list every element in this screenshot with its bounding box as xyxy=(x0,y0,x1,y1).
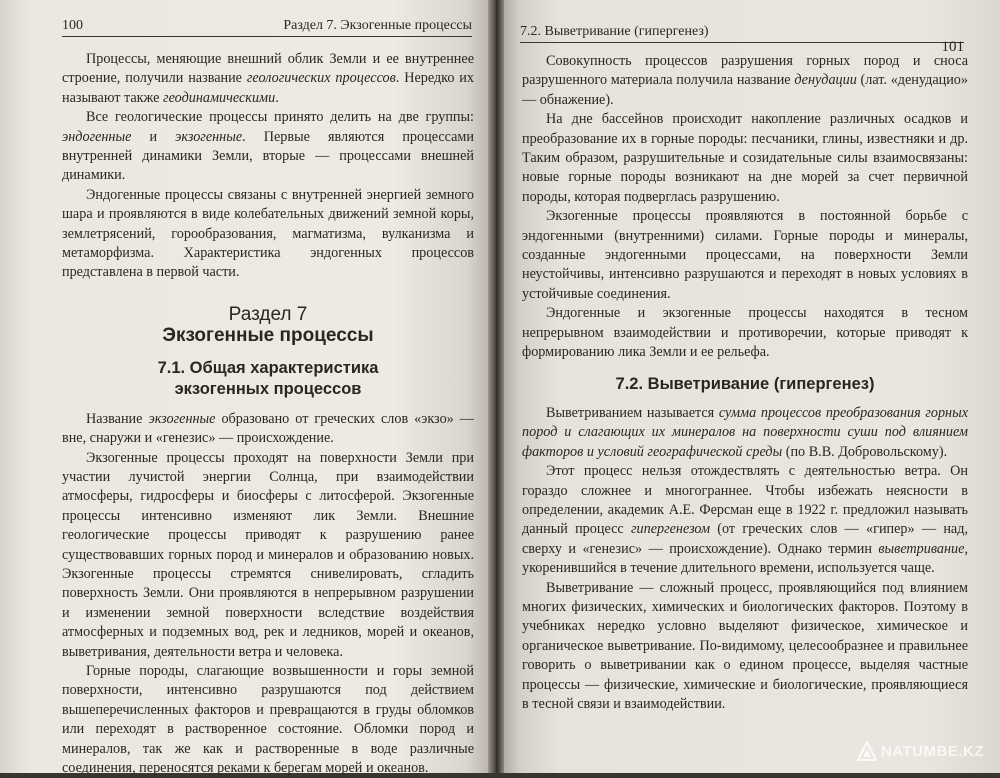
italic-term: геологических процессов xyxy=(246,70,396,87)
right-top-paragraphs xyxy=(522,52,968,363)
left-page-number: 100 xyxy=(62,18,83,33)
paragraph xyxy=(522,110,968,207)
subsection-title-7-1 xyxy=(62,358,474,400)
text-run: Процессы, меняющие внешний облик Земли и ее внутреннее строение, получили название xyxy=(62,51,474,87)
italic-term: геодинамическими xyxy=(163,89,276,106)
subsection-title-7-2: 7.2. Выветривание (гипергенез) xyxy=(615,374,875,393)
text-run: Выветривание — сложный процесс, проявляющийся под влиянием многих физических, химических и биологических факторов. Поэтому в учебниках нередко условно выделяют физическое, химическое и органическое выветривание. По-видимому, целесообразнее и правильнее говорить о выветривании как о едином процессе, выделяя частные процессы — физические, химические и биологические, проявляющиеся в тесной связи и взаимодействии. xyxy=(522,579,968,712)
paragraph xyxy=(62,410,474,449)
text-run: . xyxy=(275,89,279,106)
text-run: (по В.В. Добровольскому). xyxy=(782,443,948,460)
text-run: Название xyxy=(86,410,149,427)
paragraph xyxy=(522,462,968,578)
subsection-title-7-1-line2: экзогенных процессов xyxy=(174,379,362,398)
paragraph xyxy=(522,404,968,462)
text-run: Выветриванием называется xyxy=(546,404,719,421)
paragraph xyxy=(522,52,968,110)
paragraph xyxy=(62,186,474,283)
text-run: (лат. «денудацио» — обнажение). xyxy=(522,72,968,108)
left-page-text xyxy=(62,50,474,778)
text-run: Совокупность процессов разрушения горных пород и сноса разрушенного материала получила название xyxy=(522,53,968,89)
section-title: Экзогенные процессы xyxy=(162,325,374,347)
subsection-title-7-1-line1: 7.1. Общая характеристика xyxy=(157,358,379,377)
paragraph xyxy=(522,304,968,362)
text-run: Экзогенные процессы проявляются в постоянной борьбе с эндогенными (внутренними) силами. Горные породы и минералы, созданные эндогенными процессами, на поверхности Земли неустойчивы, интенсивно разрушаются и переходят в новых условиях в устойчивые соединения. xyxy=(522,208,968,302)
italic-term: выветривание xyxy=(878,540,965,557)
text-run: Эндогенные и экзогенные процессы находятся в тесном непрерывном взаимодействии и противоречии, которые приводят к формированию лика Земли и ее рельефа. xyxy=(522,305,968,361)
text-run: Горные породы, слагающие возвышенности и горы земной поверхности, интенсивно разрушаются под действием вышеперечисленных факторов и превращаются в груды обломков или переходят в растворенное состояние. Обломки пород и минералов, так же как и растворенные в воде различные соединения, переносятся реками к берегам морей и океанов. xyxy=(62,662,474,776)
italic-term: эндогенные xyxy=(62,128,132,145)
paragraph xyxy=(62,662,474,778)
paragraph xyxy=(62,50,474,108)
text-run: Все геологические процессы принято делить на две группы: xyxy=(86,109,474,126)
italic-term: гипергенезом xyxy=(630,521,711,538)
text-run: (от греческих слов — «гипер» — над, сверху и «генезис» — происхождение). Однако термин xyxy=(522,521,968,557)
paragraph xyxy=(522,579,968,715)
left-running-head: Раздел 7. Экзогенные процессы xyxy=(283,18,472,33)
text-run: Этот процесс нельзя отождествлять с деятельностью ветра. Он гораздо сложнее и многограннее. Чтобы избежать неясности в определении, академик А.Е. Ферсман еще в 1922 г. предложил называть данный процесс xyxy=(522,463,968,538)
right-page-text xyxy=(522,52,968,714)
text-run: . Первые являются процессами внутренней динамики Земли, вторые — процессами внешней динамики. xyxy=(62,128,474,184)
left-page xyxy=(0,0,492,776)
right-running-head: 7.2. Выветривание (гипергенез) xyxy=(520,24,709,39)
left-running-header xyxy=(62,18,472,37)
book-spine xyxy=(488,0,504,773)
text-run: Эндогенные процессы связаны с внутренней энергией земного шара и проявляются в виде колебательных движений земной коры, землетрясений, горообразования, магматизма, вулканизма и метаморфизма. Характеристика эндогенных процессов представлена в первой части. xyxy=(62,186,474,281)
section-label: Раздел 7 xyxy=(228,303,308,325)
right-page xyxy=(500,0,1000,773)
intro-paragraphs xyxy=(62,50,474,283)
italic-term: экзогенные xyxy=(175,128,243,145)
text-run: , укоренившийся в течение длительного времени, используется чаще. xyxy=(522,540,968,577)
natumbe-logo-icon xyxy=(857,741,877,761)
right-body-paragraphs xyxy=(522,404,968,715)
left-body-paragraphs xyxy=(62,410,474,778)
text-run: и xyxy=(131,128,176,145)
watermark xyxy=(857,741,984,761)
right-page-number: 101 xyxy=(941,39,964,55)
italic-term: денудации xyxy=(794,72,857,89)
text-run: . Нередко их называют также xyxy=(62,70,474,106)
paragraph xyxy=(522,207,968,304)
italic-term: сумма процессов преобразования горных пород и слагающих их минералов на поверхности суши под влиянием факторов и условий географической среды xyxy=(522,404,968,460)
paragraph xyxy=(62,449,474,662)
paragraph xyxy=(62,108,474,186)
text-run: образовано от греческих слов «экзо» — вне, снаружи и «генезис» — происхождение. xyxy=(62,410,474,447)
text-run: На дне бассейнов происходит накопление различных осадков и преобразование их в горные породы: песчаники, глины, известняки и др. Таким образом, разрушительные и созидательные силы взаимосвязаны: новые горные породы возникают на дне морей за счет первичной породы, которая подверглась разрушению. xyxy=(522,111,968,205)
watermark-text: NATUMBE.KZ xyxy=(880,742,984,760)
italic-term: экзогенные xyxy=(148,410,216,427)
text-run: Экзогенные процессы проходят на поверхности Земли при участии лучистой энергии Солнца, при взаимодействии атмосферы, гидросферы и биосферы с литосферой. Экзогенные процессы интенсивно изменяют лик Земли. Внешние геологические процессы приводят к разрушению ранее существовавших горных пород и минералов и образованию новых. Экзогенные процессы стремятся снивелировать, сгладить поверхность Земли. Они проявляются в непрерывном разрушении и изменении земной поверхности вследствие воздействия атмосферных и подземных вод, рек и ледников, морей и океанов, выветривания, деятельности ветра и человека. xyxy=(62,449,474,660)
right-running-header xyxy=(520,24,964,55)
